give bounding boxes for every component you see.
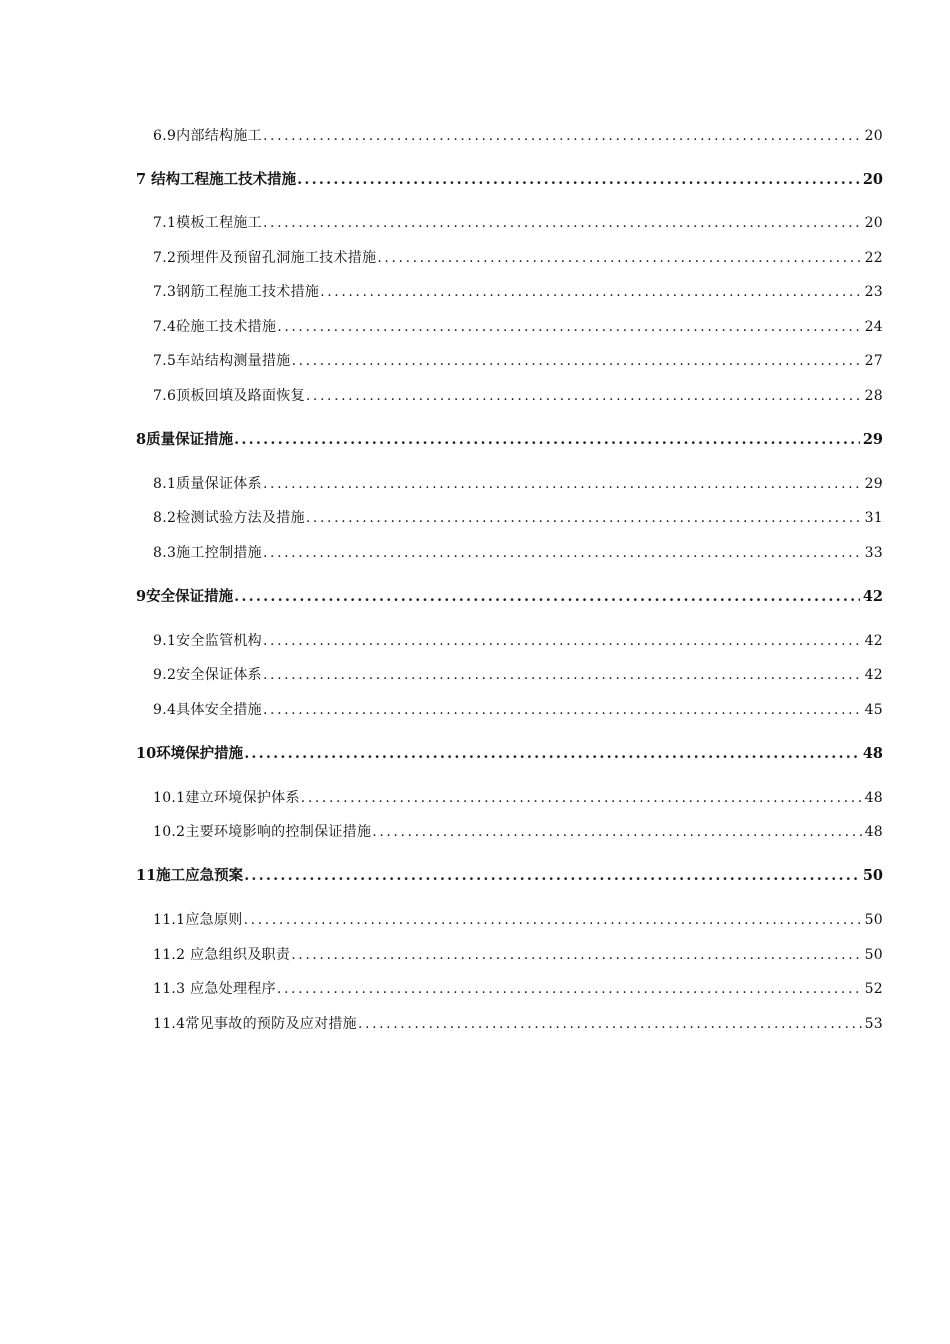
toc-entry-title: 8.3施工控制措施	[153, 545, 262, 561]
toc-entry-page: 52	[864, 981, 883, 997]
toc-leader-dots	[263, 632, 862, 650]
toc-chapter[interactable]	[136, 588, 883, 606]
toc-leader-dots	[377, 249, 861, 267]
toc-chapter-page: 48	[862, 745, 883, 762]
toc-chapter[interactable]	[136, 431, 883, 449]
toc-entry[interactable]	[153, 318, 883, 336]
toc-leader-dots	[277, 980, 862, 998]
toc-leader-dots	[234, 588, 860, 606]
toc-chapter[interactable]	[136, 867, 883, 885]
toc-leader-dots	[244, 745, 860, 763]
toc-entry-title: 11.4常见事故的预防及应对措施	[153, 1016, 357, 1032]
toc-entry-title: 11.2 应急组织及职责	[153, 947, 291, 963]
toc-leader-dots	[263, 701, 862, 719]
toc-chapter[interactable]	[136, 745, 883, 763]
toc-entry-page: 27	[864, 353, 883, 369]
toc-entry-title: 7.3钢筋工程施工技术措施	[153, 284, 320, 300]
toc-entry[interactable]	[153, 249, 883, 267]
toc-entry-page: 28	[864, 388, 883, 404]
toc-leader-dots	[234, 431, 860, 449]
toc-entry[interactable]	[153, 1015, 883, 1033]
toc-entry-page: 45	[864, 702, 883, 718]
toc-entry[interactable]	[153, 214, 883, 232]
toc-leader-dots	[263, 475, 862, 493]
toc-entry-page: 48	[864, 824, 883, 840]
toc-entry[interactable]	[153, 352, 883, 370]
toc-entry-title: 7.2预埋件及预留孔洞施工技术措施	[153, 250, 377, 266]
toc-entry-title: 8.2检测试验方法及措施	[153, 510, 305, 526]
toc-leader-dots	[244, 867, 860, 885]
toc-entry-page: 42	[864, 633, 883, 649]
toc-entry[interactable]	[153, 823, 883, 841]
toc-entry-page: 50	[864, 912, 883, 928]
toc-entry[interactable]	[153, 387, 883, 405]
toc-entry-page: 33	[864, 545, 883, 561]
toc-chapter-title: 9安全保证措施	[136, 588, 234, 605]
toc-entry[interactable]	[153, 980, 883, 998]
toc-chapter-page: 50	[862, 867, 883, 884]
toc-leader-dots	[301, 789, 862, 807]
toc-entry-page: 31	[864, 510, 883, 526]
toc-entry-title: 7.5车站结构测量措施	[153, 353, 291, 369]
toc-entry-page: 53	[864, 1016, 883, 1032]
toc-entry-title: 7.4砼施工技术措施	[153, 319, 277, 335]
toc-entry[interactable]	[153, 283, 883, 301]
toc-chapter[interactable]	[136, 171, 883, 189]
toc-leader-dots	[306, 509, 862, 527]
toc-entry[interactable]	[153, 911, 883, 929]
toc-entry-page: 20	[864, 215, 883, 231]
toc-entry[interactable]	[153, 701, 883, 719]
toc-chapter-title: 7 结构工程施工技术措施	[136, 171, 297, 188]
toc-entry[interactable]	[153, 544, 883, 562]
toc-entry-title: 9.1安全监管机构	[153, 633, 262, 649]
toc-leader-dots	[263, 544, 862, 562]
toc-chapter-title: 8质量保证措施	[136, 431, 234, 448]
toc-chapter-page: 29	[862, 431, 883, 448]
toc-leader-dots	[244, 911, 862, 929]
toc-entry[interactable]	[153, 789, 883, 807]
toc-entry-page: 29	[864, 476, 883, 492]
toc-entry-title: 7.1模板工程施工	[153, 215, 262, 231]
toc-entry-page: 42	[864, 667, 883, 683]
toc-entry-page: 23	[864, 284, 883, 300]
toc-leader-dots	[297, 171, 860, 189]
toc-entry-title: 9.4具体安全措施	[153, 702, 262, 718]
toc-leader-dots	[263, 666, 862, 684]
toc-entry-title: 10.2主要环境影响的控制保证措施	[153, 824, 372, 840]
toc-entry[interactable]	[153, 632, 883, 650]
toc-entry-title: 8.1质量保证体系	[153, 476, 262, 492]
toc-leader-dots	[263, 214, 862, 232]
toc-chapter-title: 10环境保护措施	[136, 745, 244, 762]
toc-entry-title: 6.9内部结构施工	[153, 128, 262, 144]
toc-entry[interactable]	[153, 509, 883, 527]
toc-leader-dots	[292, 352, 862, 370]
toc-entry-title: 9.2安全保证体系	[153, 667, 262, 683]
toc-entry-page: 24	[864, 319, 883, 335]
toc-chapter-page: 42	[862, 588, 883, 605]
toc-leader-dots	[320, 283, 861, 301]
toc-leader-dots	[291, 946, 861, 964]
toc-entry-title: 7.6顶板回填及路面恢复	[153, 388, 305, 404]
toc-entry-title: 11.3 应急处理程序	[153, 981, 276, 997]
toc-entry-page: 50	[864, 947, 883, 963]
toc-entry[interactable]	[153, 475, 883, 493]
toc-entry[interactable]	[153, 666, 883, 684]
toc-entry[interactable]	[153, 127, 883, 145]
toc-chapter-title: 11施工应急预案	[136, 867, 244, 884]
toc-entry-page: 22	[864, 250, 883, 266]
toc-leader-dots	[306, 387, 862, 405]
toc-entry-page: 48	[864, 790, 883, 806]
toc-entry[interactable]	[153, 946, 883, 964]
toc-entry-page: 20	[864, 128, 883, 144]
toc-leader-dots	[372, 823, 861, 841]
toc-leader-dots	[358, 1015, 862, 1033]
toc-leader-dots	[277, 318, 861, 336]
toc-chapter-page: 20	[862, 171, 883, 188]
toc-entry-title: 11.1应急原则	[153, 912, 243, 928]
toc-leader-dots	[263, 127, 862, 145]
toc-entry-title: 10.1建立环境保护体系	[153, 790, 300, 806]
